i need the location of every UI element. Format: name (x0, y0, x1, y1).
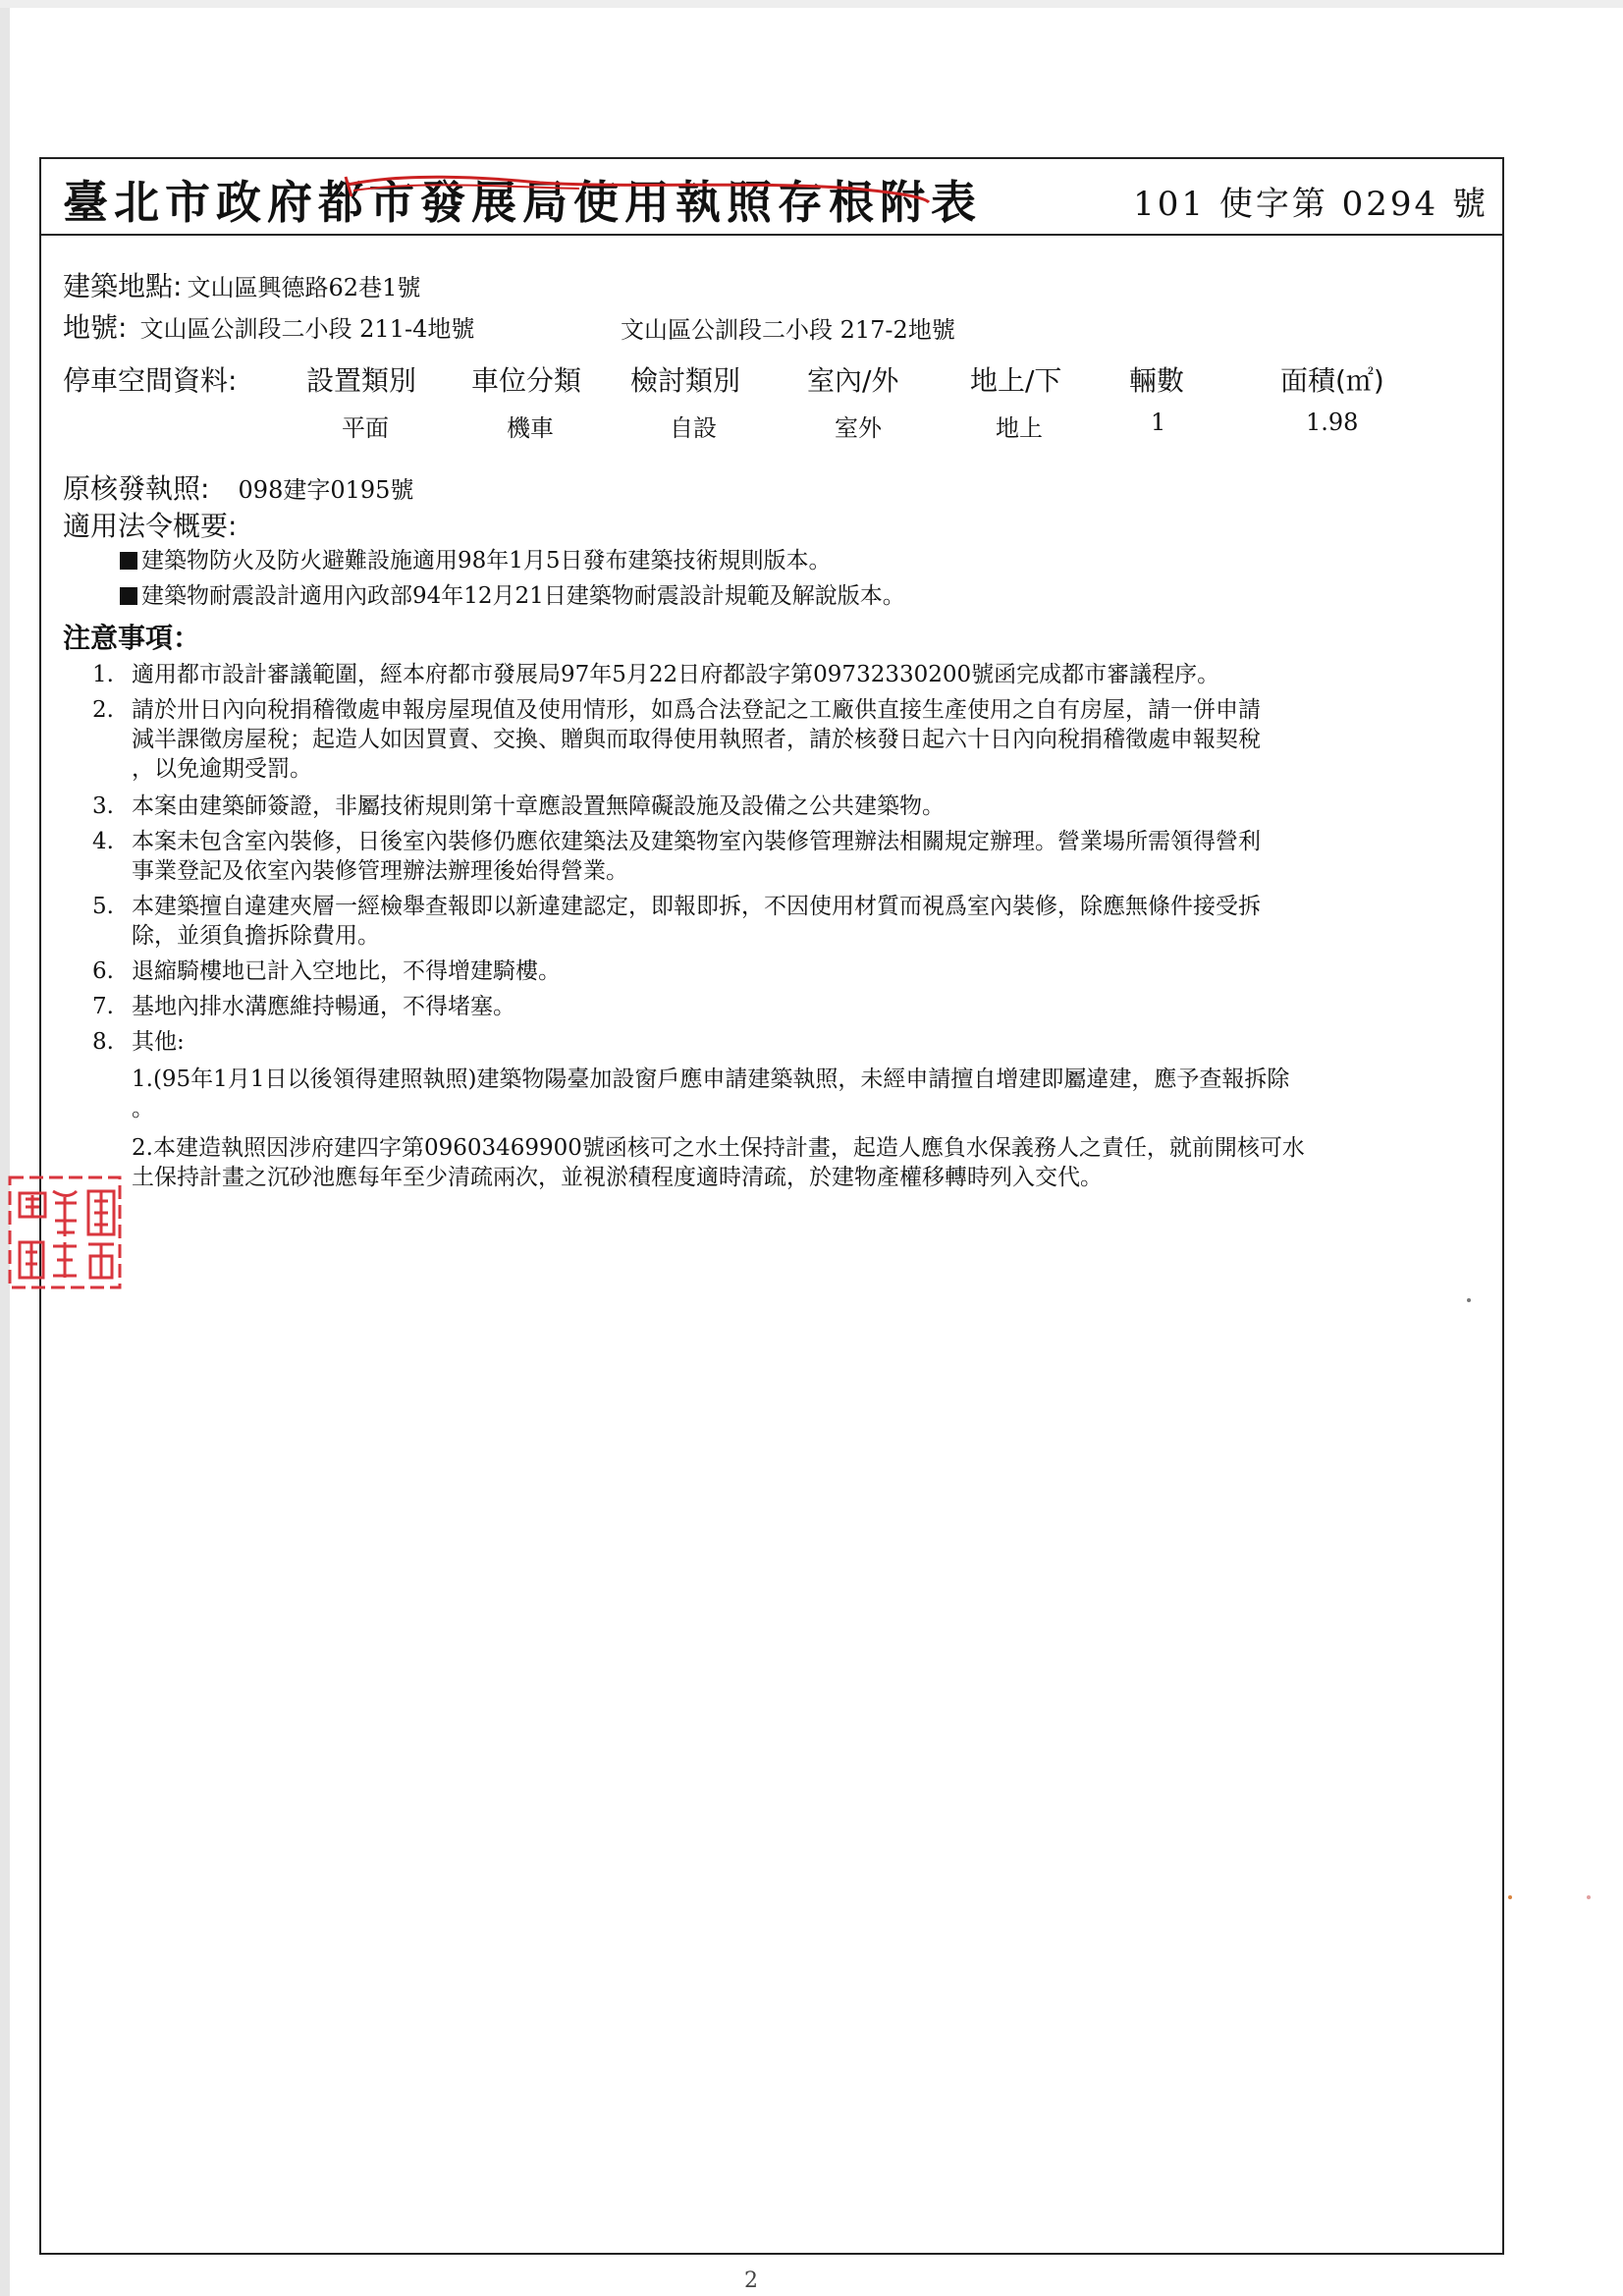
scan-speck (1508, 1895, 1512, 1899)
parking-label: 停車空間資料: (63, 364, 238, 397)
parking-value: 室外 (835, 414, 882, 442)
law-item-text: 建築物耐震設計適用內政部94年12月21日建築物耐震設計規範及解說版本。 (141, 583, 905, 609)
site-address-label: 建築地點: (63, 270, 183, 302)
site-address-value: 文山區興德路62巷1號 (187, 274, 421, 301)
note-line: 基地內排水溝應維持暢通，不得堵塞。 (132, 994, 515, 1019)
law-item-text: 建築物防火及防火避難設施適用98年1月5日發布建築技術規則版本。 (141, 548, 832, 574)
note-item (92, 957, 1487, 986)
law-item (120, 542, 832, 574)
lot-1: 文山區公訓段二小段 211-4地號 (139, 315, 475, 343)
note-number: 7. (92, 994, 114, 1019)
note-item (92, 695, 1487, 784)
parking-value: 1 (1151, 409, 1166, 436)
parking-header: 面積(㎡) (1280, 364, 1384, 397)
page-number: 2 (744, 2269, 758, 2293)
note-line: 退縮騎樓地已計入空地比，不得增建騎樓。 (132, 958, 561, 984)
note-item (92, 660, 1487, 689)
document-frame (39, 157, 1504, 2255)
note-number: 6. (92, 958, 114, 984)
note-number: 1. (92, 662, 114, 687)
original-license-value: 098建字0195號 (238, 476, 414, 504)
permit-number: 101 使字第 0294 號 (1133, 185, 1488, 224)
other-item (132, 1065, 1487, 1123)
note-line: 事業登記及依室內裝修管理辦法辦理後始得營業。 (132, 858, 628, 884)
note-line: 請於卅日內向稅捐稽徵處申報房屋現值及使用情形，如爲合法登記之工廠供直接生產使用之自有房屋，請一併申請 (132, 697, 1261, 723)
parking-header: 地上/下 (970, 364, 1062, 397)
note-line: 其他: (132, 1029, 185, 1055)
square-bullet-icon (120, 587, 137, 605)
other-line: 2.本建造執照因涉府建四字第09603469900號函核可之水土保持計畫，起造人應負水保義務人之責任，就前開核可水 (132, 1135, 1305, 1161)
parking-value: 1.98 (1306, 409, 1359, 436)
page-edge (0, 0, 10, 2296)
parking-value: 機車 (507, 414, 554, 442)
other-line: 土保持計畫之沉砂池應每年至少清疏兩次，並視淤積程度適時清疏，於建物產權移轉時列入交代。 (132, 1165, 1103, 1190)
other-item (132, 1133, 1487, 1192)
note-number: 5. (92, 894, 114, 919)
note-item (92, 827, 1487, 886)
square-bullet-icon (120, 552, 137, 570)
note-line: 減半課徵房屋稅；起造人如因買賣、交換、贈與而取得使用執照者，請於核發日起六十日內向稅捐稽徵處申報契稅 (132, 727, 1261, 752)
note-number: 4. (92, 829, 114, 854)
law-item (120, 577, 905, 610)
parking-header: 車位分類 (471, 364, 582, 397)
scan-speck (1587, 1895, 1591, 1899)
note-line: 適用都市設計審議範圍，經本府都市發展局97年5月22日府都設字第09732330200號函完成都市審議程序。 (132, 662, 1220, 687)
note-line: 本案未包含室內裝修，日後室內裝修仍應依建築法及建築物室內裝修管理辦法相關規定辦理。營業場所需領得營利 (132, 829, 1261, 854)
parking-header: 輛數 (1129, 364, 1185, 397)
parking-value: 平面 (342, 414, 389, 442)
parking-header: 設置類別 (306, 364, 417, 397)
parking-header: 室內/外 (807, 364, 899, 397)
original-license-row (63, 467, 413, 507)
note-line: 本案由建築師簽證，非屬技術規則第十章應設置無障礙設施及設備之公共建築物。 (132, 793, 945, 819)
laws-label: 適用法令概要: (63, 510, 238, 542)
note-item (92, 792, 1487, 821)
site-address-row (63, 265, 420, 304)
note-item (92, 992, 1487, 1021)
page-edge-top (0, 0, 1623, 8)
scan-speck (1467, 1298, 1471, 1302)
other-line: 。 (132, 1096, 154, 1121)
note-number: 2. (92, 697, 114, 723)
note-line: ，以免逾期受罰。 (132, 756, 312, 782)
parking-value: 地上 (996, 414, 1043, 442)
parking-header: 檢討類別 (630, 364, 741, 397)
note-item (92, 1027, 1487, 1057)
note-line: 除，並須負擔拆除費用。 (132, 923, 380, 949)
document-title: 臺北市政府都市發展局使用執照存根附表 (63, 176, 982, 229)
lot-row (63, 306, 474, 346)
note-line: 本建築擅自違建夾層一經檢舉查報即以新違建認定，即報即拆，不因使用材質而視爲室內裝修，除應無條件接受拆 (132, 894, 1261, 919)
lot-2: 文山區公訓段二小段 217-2地號 (621, 316, 955, 344)
header-row (41, 159, 1502, 236)
note-number: 3. (92, 793, 114, 819)
lot-label: 地號: (63, 311, 128, 344)
note-item (92, 892, 1487, 951)
note-number: 8. (92, 1029, 114, 1055)
parking-value: 自設 (670, 414, 717, 442)
notes-label: 注意事項： (63, 622, 201, 654)
other-line: 1.(95年1月1日以後領得建照執照)建築物陽臺加設窗戶應申請建築執照，未經申請擅自增建即屬違建，應予查報拆除 (132, 1066, 1290, 1092)
original-license-label: 原核發執照: (63, 472, 210, 505)
